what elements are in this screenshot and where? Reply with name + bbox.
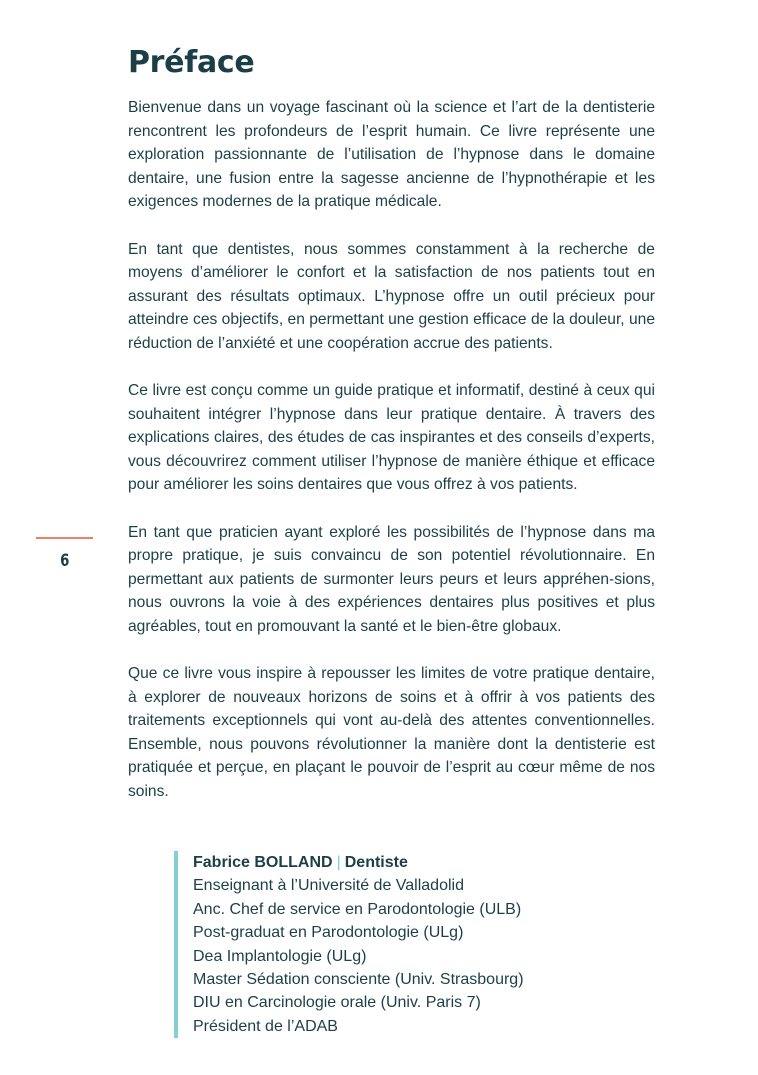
preface-paragraph: Ce livre est conçu comme un guide pratique et informatif, destiné à ceux qui souhaitent intégrer l’hypnose dans leur pratique dentaire. À travers des explications claires, des études de cas inspirantes et des conseils d’experts, vous découvrirez comment utiliser l’hypnose de manière éthique et efficace pour améliorer les soins dentaires que vous offrez à vos patients. [128, 382, 655, 493]
author-credential: Enseignant à l’Université de Valladolid [193, 877, 464, 895]
author-credential: DIU en Carcinologie orale (Univ. Paris 7) [193, 994, 481, 1012]
author-credential: Anc. Chef de service en Parodontologie (ULB) [193, 900, 522, 918]
author-credential: Post-graduat en Parodontologie (ULg) [193, 924, 464, 942]
preface-section [128, 44, 655, 827]
author-role: Dentiste [344, 854, 408, 871]
author-name: Fabrice BOLLAND [193, 854, 333, 871]
author-heading [193, 851, 524, 874]
author-credential: Président de l’ADAB [193, 1017, 338, 1035]
page-number-rule [36, 537, 93, 539]
page-number: 6 [60, 551, 69, 571]
author-credential: Master Sédation consciente (Univ. Strasbourg) [193, 971, 524, 989]
preface-paragraph: En tant que praticien ayant exploré les possibilités de l’hypnose dans ma propre pratique, je suis convaincu de son potentiel révolutionnaire. En permettant aux patients de surmonter leurs peurs et leurs appréhen-sions, nous ouvrons la voie à des expériences dentaires plus positives et plus agréables, tout en promouvant la santé et le bien-être globaux. [128, 523, 655, 635]
preface-paragraph: Bienvenue dans un voyage fascinant où la science et l’art de la dentisterie rencontrent les profondeurs de l’esprit humain. Ce livre représente une exploration passionnante de l’utilisation de l’hypnose dans le domaine dentaire, une fusion entre la sagesse ancienne de l’hypnothérapie et les exigences modernes de la pratique médicale. [128, 99, 655, 210]
author-separator: | [336, 854, 341, 871]
author-credential: Dea Implantologie (ULg) [193, 947, 367, 965]
preface-paragraph: En tant que dentistes, nous sommes constamment à la recherche de moyens d’améliorer le confort et la satisfaction de nos patients tout en assurant des résultats optimaux. L’hypnose offre un outil précieux pour atteindre ces objectifs, en permettant une gestion efficace de la douleur, une réduction de l’anxiété et une coopération accrue des patients. [128, 240, 655, 352]
page-title: Préface [128, 45, 255, 80]
preface-paragraph: Que ce livre vous inspire à repousser les limites de votre pratique dentaire, à explorer de nouveaux horizons de soins et à offrir à vos patients des traitements exceptionnels qui vont au-delà des attentes conventionnelles. Ensemble, nous pouvons révolutionner la manière dont la dentisterie est pratiquée et perçue, en plaçant le pouvoir de l’esprit au cœur même de nos soins. [128, 665, 655, 800]
author-signature [174, 851, 524, 1038]
